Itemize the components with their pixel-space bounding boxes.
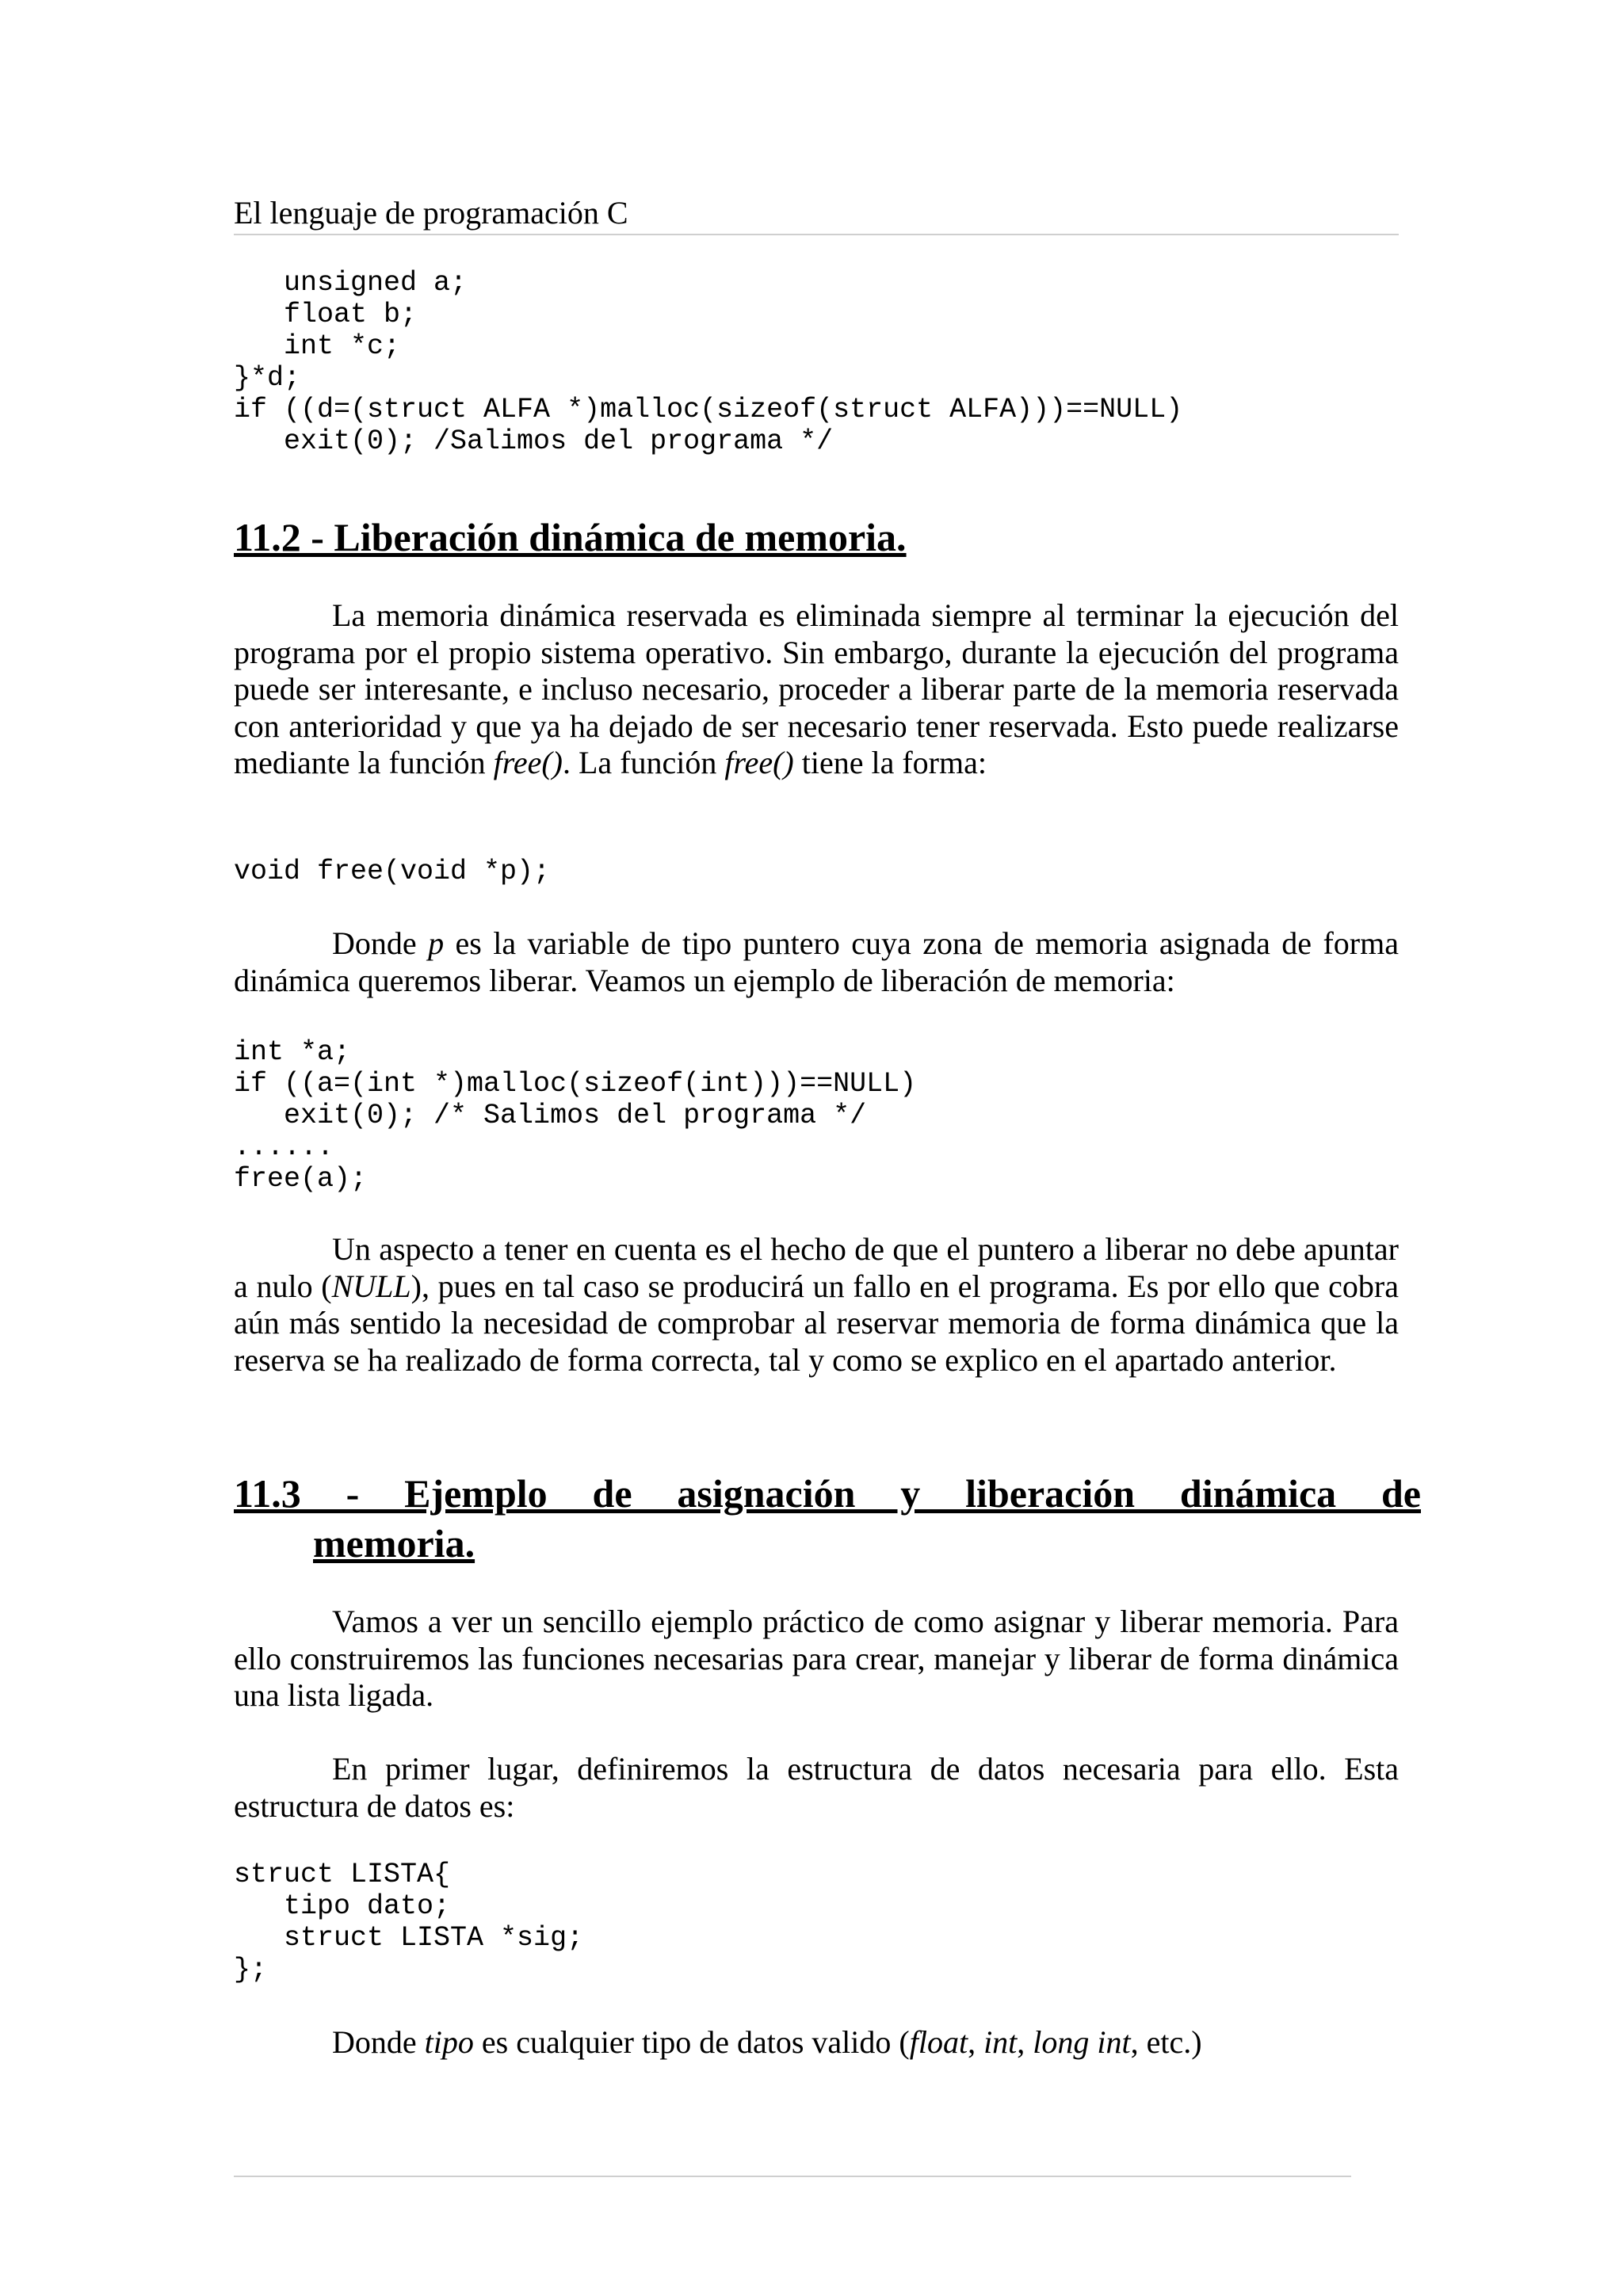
code-block-struct-lista: struct LISTA{ tipo dato; struct LISTA *sig; }; bbox=[234, 1859, 584, 1985]
code-block-struct-alfa: unsigned a; float b; int *c; }*d; if ((d=(struct ALFA *)malloc(sizeof(struct ALFA)))==NULL) exit(0); /Salimos del programa */ bbox=[234, 267, 1183, 457]
paragraph-tipo-note: Donde tipo es cualquier tipo de datos valido (float, int, long int, etc.) bbox=[332, 2024, 1202, 2060]
code-free-prototype: void free(void *p); bbox=[234, 856, 551, 887]
running-header: El lenguaje de programación C bbox=[234, 193, 1399, 235]
paragraph-free-param: Donde p es la variable de tipo puntero cuya zona de memoria asignada de forma dinámica queremos liberar. Veamos un ejemplo de liberación de memoria: bbox=[234, 925, 1399, 998]
paragraph-free-intro: La memoria dinámica reservada es eliminada siempre al terminar la ejecución del programa por el propio sistema operativo. Sin embargo, durante la ejecución del programa puede ser interesante, e incluso necesario, proceder a liberar parte de la memoria reservada con anterioridad y que ya ha dejado de ser necesario tener reservada. Esto puede realizarse mediante la función free(). La función free() tiene la forma: bbox=[234, 597, 1399, 780]
code-block-free-example: int *a; if ((a=(int *)malloc(sizeof(int)))==NULL) exit(0); /* Salimos del programa */ ...... free(a); bbox=[234, 1036, 917, 1195]
paragraph-null-warning: Un aspecto a tener en cuenta es el hecho de que el puntero a liberar no debe apuntar a nulo (NULL), pues en tal caso se producirá un fallo en el programa. Es por ello que cobra aún más sentido la necesidad de comprobar al reservar memoria de forma dinámica que la reserva se ha realizado de forma correcta, tal y como se explico en el apartado anterior. bbox=[234, 1231, 1399, 1378]
section-heading-11-3-cont: memoria. bbox=[313, 1521, 475, 1566]
section-heading-11-3: 11.3 - Ejemplo de asignación y liberación dinámica de bbox=[234, 1471, 1421, 1516]
paragraph-structure-intro: En primer lugar, definiremos la estructura de datos necesaria para ello. Esta estructura de datos es: bbox=[234, 1751, 1399, 1824]
paragraph-example-intro: Vamos a ver un sencillo ejemplo práctico de como asignar y liberar memoria. Para ello construiremos las funciones necesarias para crear, manejar y liberar de forma dinámica una lista ligada. bbox=[234, 1604, 1399, 1713]
section-heading-11-2: 11.2 - Liberación dinámica de memoria. bbox=[234, 515, 907, 559]
footer-rule bbox=[234, 2176, 1351, 2177]
